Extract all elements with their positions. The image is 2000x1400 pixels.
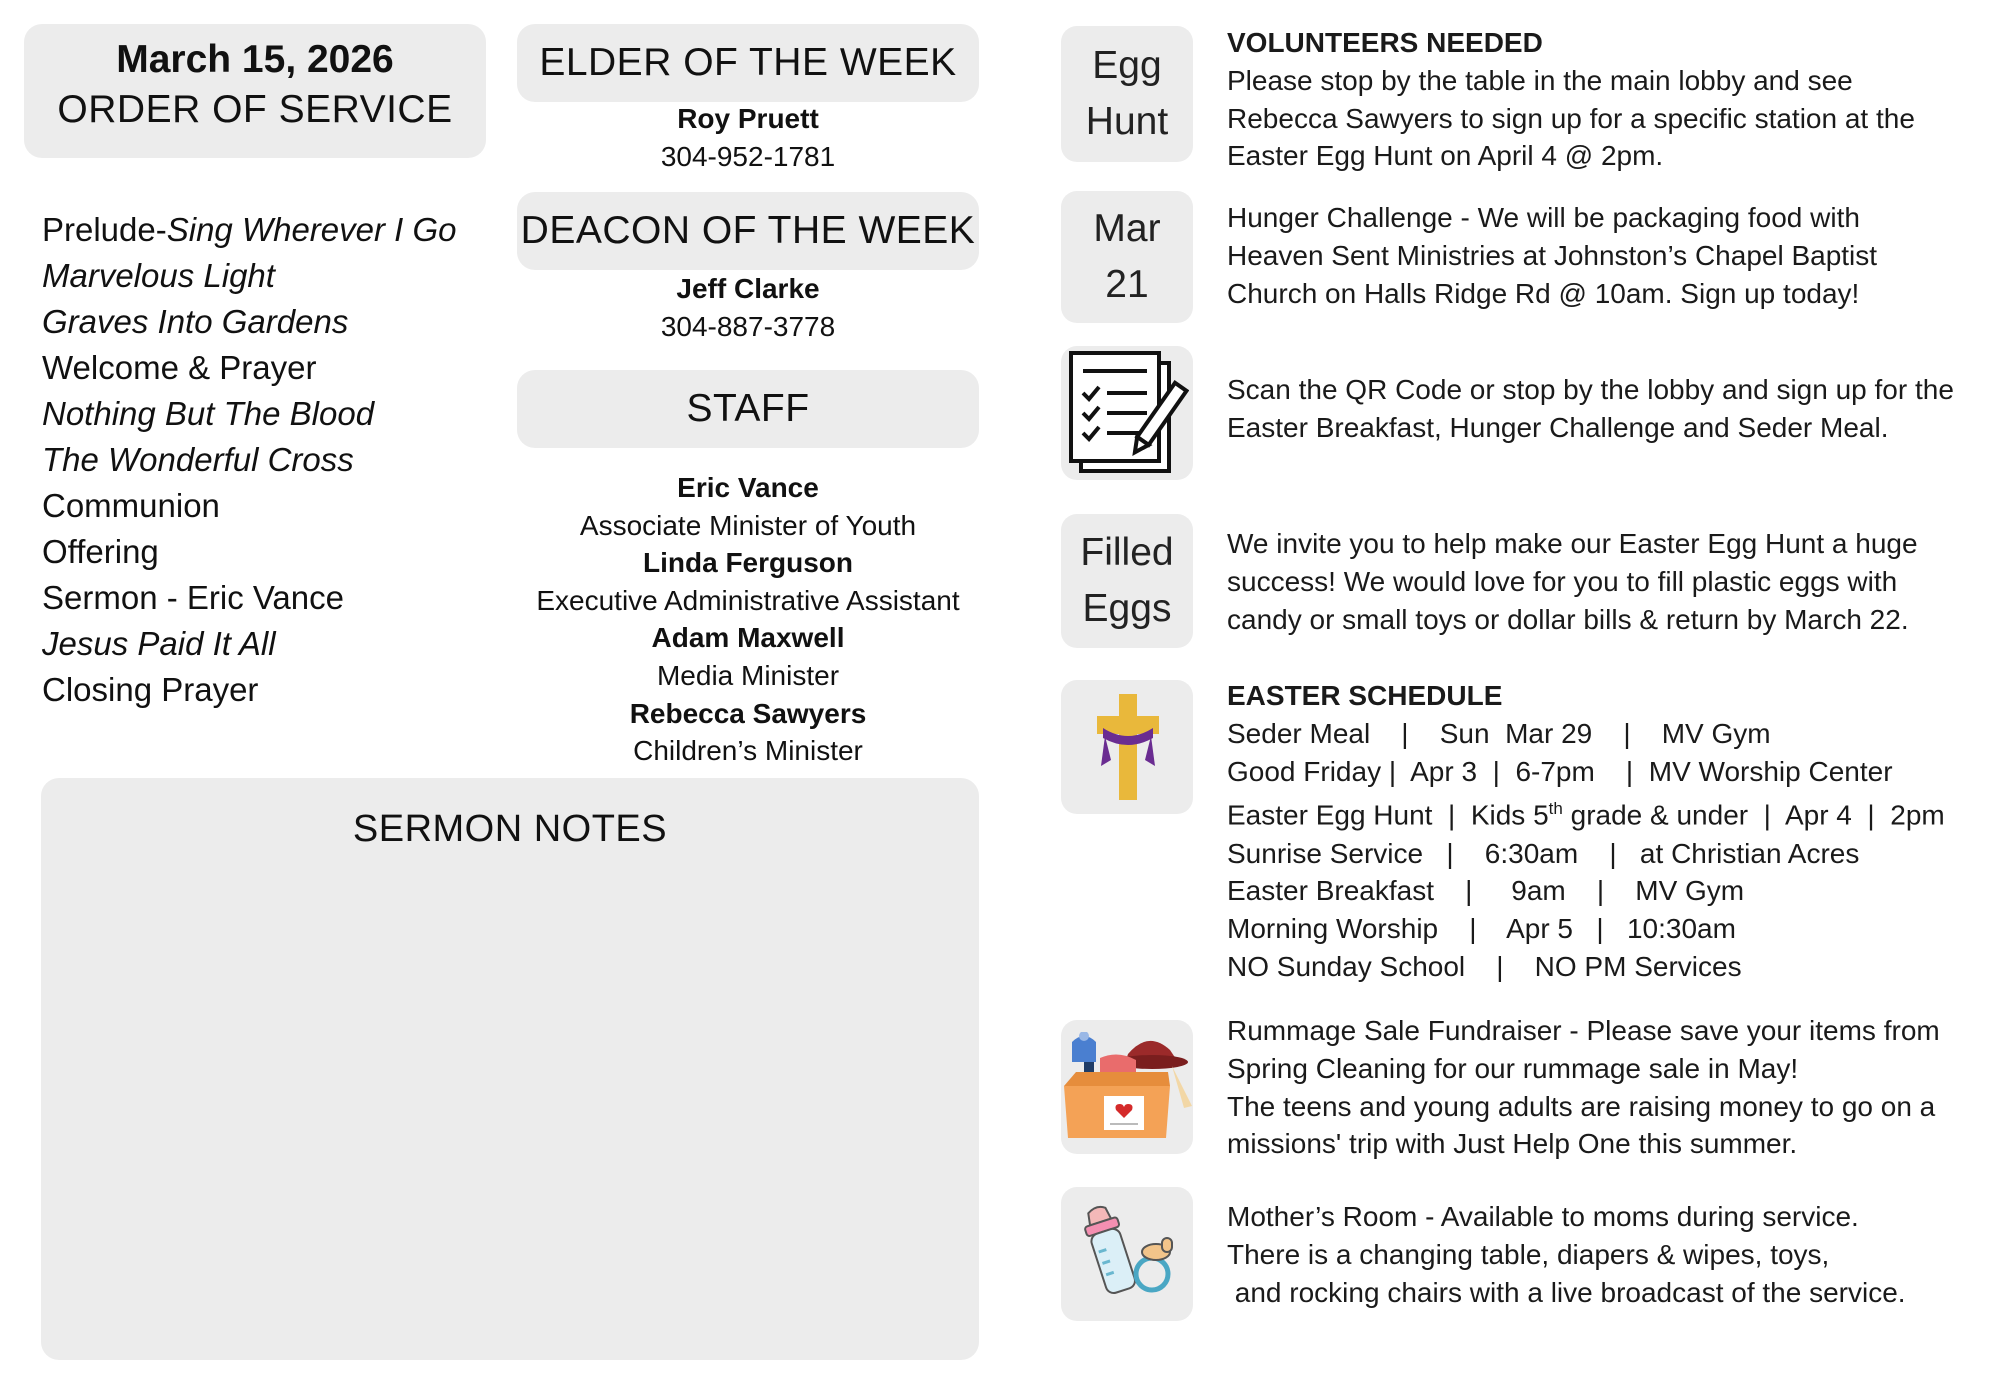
staff-title-box (517, 370, 979, 448)
deacon-phone: 304-887-3778 (660, 311, 836, 342)
egg-hunt-tile (1061, 26, 1193, 162)
staff-role: Media Minister (656, 659, 840, 691)
deacon-title-box (517, 192, 979, 270)
announcement-line: Rebecca Sawyers to sign up for a specific station at the (1227, 102, 1915, 134)
deacon-info (517, 270, 979, 346)
sermon-notes-area[interactable] (41, 778, 979, 1360)
elder-title: ELDER OF THE WEEK (539, 41, 957, 84)
service-item-sermon: Sermon - Eric Vance (42, 579, 344, 616)
rummage-sale-announcement (1227, 1012, 1940, 1163)
egg-hunt-row-end: grade & under | Apr 4 | 2pm (1562, 799, 1945, 831)
prelude-label: Prelude- (42, 211, 167, 248)
checklist-tile (1061, 346, 1193, 480)
announcement-line: Heaven Sent Ministries at Johnston’s Chapel Baptist (1227, 239, 1878, 271)
signup-announcement (1227, 371, 1954, 447)
staff-name: Linda Ferguson (643, 547, 853, 579)
filled-eggs-tile-line2: Eggs (1082, 587, 1172, 630)
mothers-room-announcement (1227, 1198, 1906, 1311)
volunteers-announcement (1227, 24, 1915, 175)
service-item-prelude (42, 207, 457, 253)
staff-name: Eric Vance (677, 472, 819, 503)
filled-eggs-tile (1061, 514, 1193, 648)
hunger-tile-day: 21 (1105, 263, 1149, 306)
announcement-line: Easter Egg Hunt on April 4 @ 2pm. (1227, 140, 1664, 172)
service-item: Closing Prayer (42, 671, 259, 708)
announcement-line: Scan the QR Code or stop by the lobby and sign up for the (1227, 374, 1954, 405)
announcement-line: Rummage Sale Fundraiser - Please save your items from (1227, 1015, 1940, 1046)
staff-role: Executive Administrative Assistant (536, 584, 960, 616)
announcement-line: Mother’s Room - Available to moms during service. (1227, 1201, 1859, 1232)
filled-eggs-announcement (1227, 525, 1918, 638)
schedule-row: Morning Worship | Apr 5 | 10:30am (1227, 913, 1736, 945)
hunger-date-tile (1061, 191, 1193, 323)
cross-tile (1061, 680, 1193, 814)
hunger-tile-month: Mar (1093, 207, 1161, 250)
service-date: March 15, 2026 (116, 38, 394, 81)
order-of-service-header (24, 24, 486, 158)
staff-role: Children’s Minister (633, 735, 863, 767)
schedule-row: NO Sunday School | NO PM Services (1227, 950, 1742, 982)
announcement-line: Hunger Challenge - We will be packaging food with (1227, 202, 1860, 233)
mothers-room-tile (1061, 1187, 1193, 1321)
elder-title-box (517, 24, 979, 102)
service-item-song: Graves Into Gardens (42, 303, 349, 340)
egg-hunt-tile-line1: Egg (1092, 44, 1162, 87)
announcement-line: and rocking chairs with a live broadcast of the service. (1227, 1276, 1906, 1308)
schedule-row: Sunrise Service | 6:30am | at Christian Acres (1227, 837, 1860, 869)
announcement-line: missions' trip with Just Help One this summer. (1227, 1128, 1798, 1160)
schedule-row: Easter Breakfast | 9am | MV Gym (1227, 875, 1745, 907)
order-of-service-title: ORDER OF SERVICE (57, 88, 453, 131)
service-item: Communion (42, 487, 220, 524)
announcement-line: Spring Cleaning for our rummage sale in May! (1227, 1052, 1799, 1084)
service-item-song: Marvelous Light (42, 257, 275, 294)
announcement-line: We invite you to help make our Easter Egg Hunt a huge (1227, 528, 1918, 559)
filled-eggs-tile-line1: Filled (1080, 531, 1174, 574)
announcement-line: Church on Halls Ridge Rd @ 10am. Sign up today! (1227, 277, 1860, 309)
egg-hunt-row-start: Easter Egg Hunt | Kids 5 (1227, 799, 1549, 831)
elder-name: Roy Pruett (677, 103, 819, 134)
announcement-line: Easter Breakfast, Hunger Challenge and Seder Meal. (1227, 411, 1889, 443)
service-item-song: Jesus Paid It All (42, 625, 276, 662)
order-of-service-list (42, 207, 457, 713)
schedule-row-egg-hunt (1227, 790, 1945, 834)
deacon-title: DEACON OF THE WEEK (520, 209, 976, 252)
staff-name: Rebecca Sawyers (629, 697, 867, 729)
staff-title: STAFF (686, 387, 810, 430)
egg-hunt-tile-line2: Hunt (1085, 100, 1169, 143)
staff-list (517, 469, 979, 770)
hunger-challenge-announcement (1227, 199, 1877, 312)
schedule-row: Good Friday | Apr 3 | 6-7pm | MV Worship Center (1227, 755, 1893, 787)
elder-info (517, 100, 979, 176)
elder-phone: 304-952-1781 (660, 141, 836, 172)
deacon-name: Jeff Clarke (676, 273, 820, 304)
volunteers-heading: VOLUNTEERS NEEDED (1227, 27, 1543, 58)
announcement-line: There is a changing table, diapers & wipes, toys, (1227, 1238, 1830, 1270)
service-item-song: The Wonderful Cross (42, 441, 354, 478)
prelude-song: Sing Wherever I Go (166, 211, 457, 248)
staff-name: Adam Maxwell (651, 622, 845, 654)
cross-icon (1087, 692, 1167, 802)
announcement-line: success! We would love for you to fill plastic eggs with (1227, 565, 1898, 597)
service-item: Welcome & Prayer (42, 349, 317, 386)
service-item-song: Nothing But The Blood (42, 395, 375, 432)
announcement-line: Please stop by the table in the main lobby and see (1227, 64, 1853, 96)
announcement-line: candy or small toys or dollar bills & return by March 22. (1227, 603, 1909, 635)
checklist-icon (1065, 349, 1189, 477)
donation-box-icon (1060, 1032, 1194, 1142)
staff-role: Associate Minister of Youth (579, 509, 917, 541)
announcement-line: The teens and young adults are raising money to go on a (1227, 1090, 1936, 1122)
egg-hunt-row-superscript: th (1548, 799, 1563, 819)
service-item: Offering (42, 533, 159, 570)
baby-bottle-icon (1072, 1204, 1182, 1304)
schedule-row: Seder Meal | Sun Mar 29 | MV Gym (1227, 717, 1771, 749)
easter-schedule-heading: EASTER SCHEDULE (1227, 680, 1503, 711)
rummage-tile (1061, 1020, 1193, 1154)
easter-schedule (1227, 677, 1945, 986)
sermon-notes-title: SERMON NOTES (352, 808, 668, 850)
